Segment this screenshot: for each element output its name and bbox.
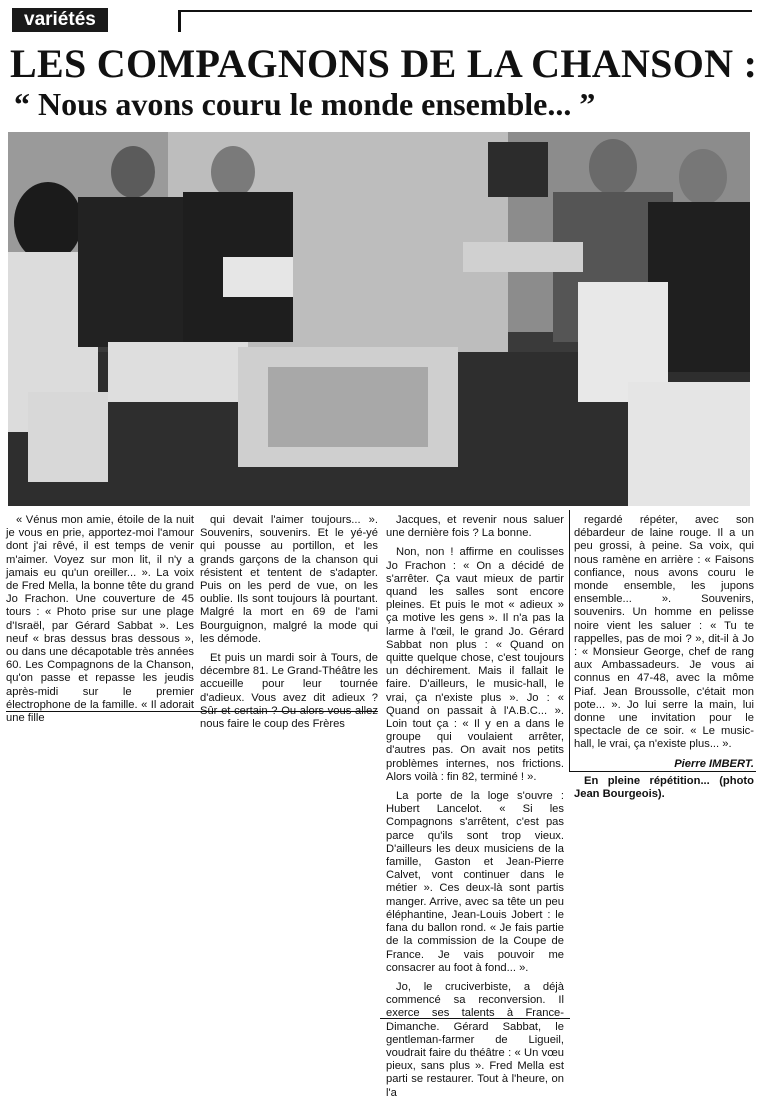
subheadline: “ Nous avons couru le monde ensemble... ”: [14, 86, 596, 122]
paragraph: regardé répéter, avec son débardeur de laine rouge. Il a un peu grossi, à peine. Sa voix, qui nous ramène en arrière : « Faisons confiance, nous avons couru le monde ensemble, les jupons ensemble... ». Souvenirs, souvenirs. Un homme en pelisse noire vient les saluer : « Tu te rappelles, pas de moi ? », dit-il à Jo : « Monsieur George, chef de rang aux Ambassadeurs. Je vous ai connus en 47-48, avec la môme Piaf. Jean Broussolle, c'était mon pote... ». Jo lui serre la main, lui donne une invitation pour le spectacle de ce soir. « Le music-hall, le vrai, ça n'existe plus... ».: [574, 514, 754, 751]
paragraph: La porte de la loge s'ouvre : Hubert Lancelot. « Si les Compagnons s'arrêtent, c'est pas parce qu'ils sont trop vieux. D'ailleurs les deux musiciens de la famille, Gaston et Jean-Pierre Calvet, vont continuer dans le métier ». Ces deux-là sont partis manger. Arrive, avec sa tête un peu éléphantine, Jean-Louis Jobert : le fana du ballon rond. « Je fais partie de la commission de la Coupe de France. Je vais pouvoir me consacrer au foot à fond... ».: [386, 790, 564, 974]
article-column-2: [200, 514, 378, 737]
paragraph: « Vénus mon amie, étoile de la nuit je vous en prie, apportez-moi l'amour dont j'ai rêvé, il est temps de venir m'aimer. Voyez sur mon lit, il n'y a jamais eu qu'un oreiller... ». La voix de Fred Mella, la bonne tête du grand Jo Frachon. Une couverture de 45 tours : « Photo prise sur une plage d'Israël, par Gérard Sabbat ». Les neuf « bras dessus bras dessous », ou dans une décapotable très années 60. Les Compagnons de la Chanson, qu'on passe et repasse les jeudis après-midi sur le premier électrophone de la famille. « Il adorait une fille: [6, 514, 194, 725]
paragraph: qui devait l'aimer toujours... ». Souvenirs, souvenirs. Et le yé-yé qui pousse au portillon, et les grands garçons de la chanson qui résistent et tentent de s'adapter. Puis on les perd de vue, on les oublie. Ils sont toujours là pourtant. Malgré la mort en 69 de l'ami Bourguignon, malgré la mode qui les démode.: [200, 514, 378, 645]
photo-caption: En pleine répétition... (photo Jean Bourgeois).: [574, 774, 754, 801]
author-signature: Pierre IMBERT.: [674, 757, 754, 770]
column-rule: [380, 1018, 570, 1019]
article-column-1: [6, 514, 194, 731]
column-rule: [570, 771, 756, 772]
headline: LES COMPAGNONS DE LA CHANSON :: [10, 41, 758, 86]
group-photo-icon: [8, 132, 750, 506]
article-column-3: [386, 514, 564, 1106]
paragraph: Jo, le cruciverbiste, a déjà commencé sa reconversion. Il exerce ses talents à France-Dimanche. Gérard Sabbat, le gentleman-farmer de Ligueil, voudrait faire du théâtre : « Un vœu pieux, sans plus ». Fred Mella est parti se restaurer. Tout à l'heure, on l'a: [386, 980, 564, 1099]
column-divider: [569, 510, 570, 772]
rubric-rule: [178, 10, 752, 32]
paragraph: Jacques, et revenir nous saluer une dernière fois ? La bonne.: [386, 514, 564, 540]
paragraph: Non, non ! affirme en coulisses Jo Frachon : « On a décidé de s'arrêter. Ça vaut mieux de partir quand les salles sont encore pleines. Et puis le mot « adieux » ça motive les gens ». Il n'a pas la larme à l'œil, le grand Jo. Gérard Sabbat non plus : « Quand on quitte quelque chose, c'est toujours un déchirement. Mais il fallait le faire. D'ailleurs, le music-hall, le vrai, ça n'existe plus ». Jo : « Quand on passait à l'A.B.C... ». Loin tout ça : « Il y en a dans le groupe qui voulaient arrêter, d'autres pas. On avait nos petits problèmes internes, nos frictions. Alors voilà : fin 82, terminé ! ».: [386, 546, 564, 783]
section-rubric: variétés: [12, 8, 108, 32]
article-column-4: [574, 514, 754, 807]
paragraph: Et puis un mardi soir à Tours, de décembre 81. Le Grand-Théâtre les accueille pour leur tournée d'adieux. Vous avez dit adieux ? Sûr et certain ? Ou alors vous allez nous faire le coup des Frères: [200, 652, 378, 731]
